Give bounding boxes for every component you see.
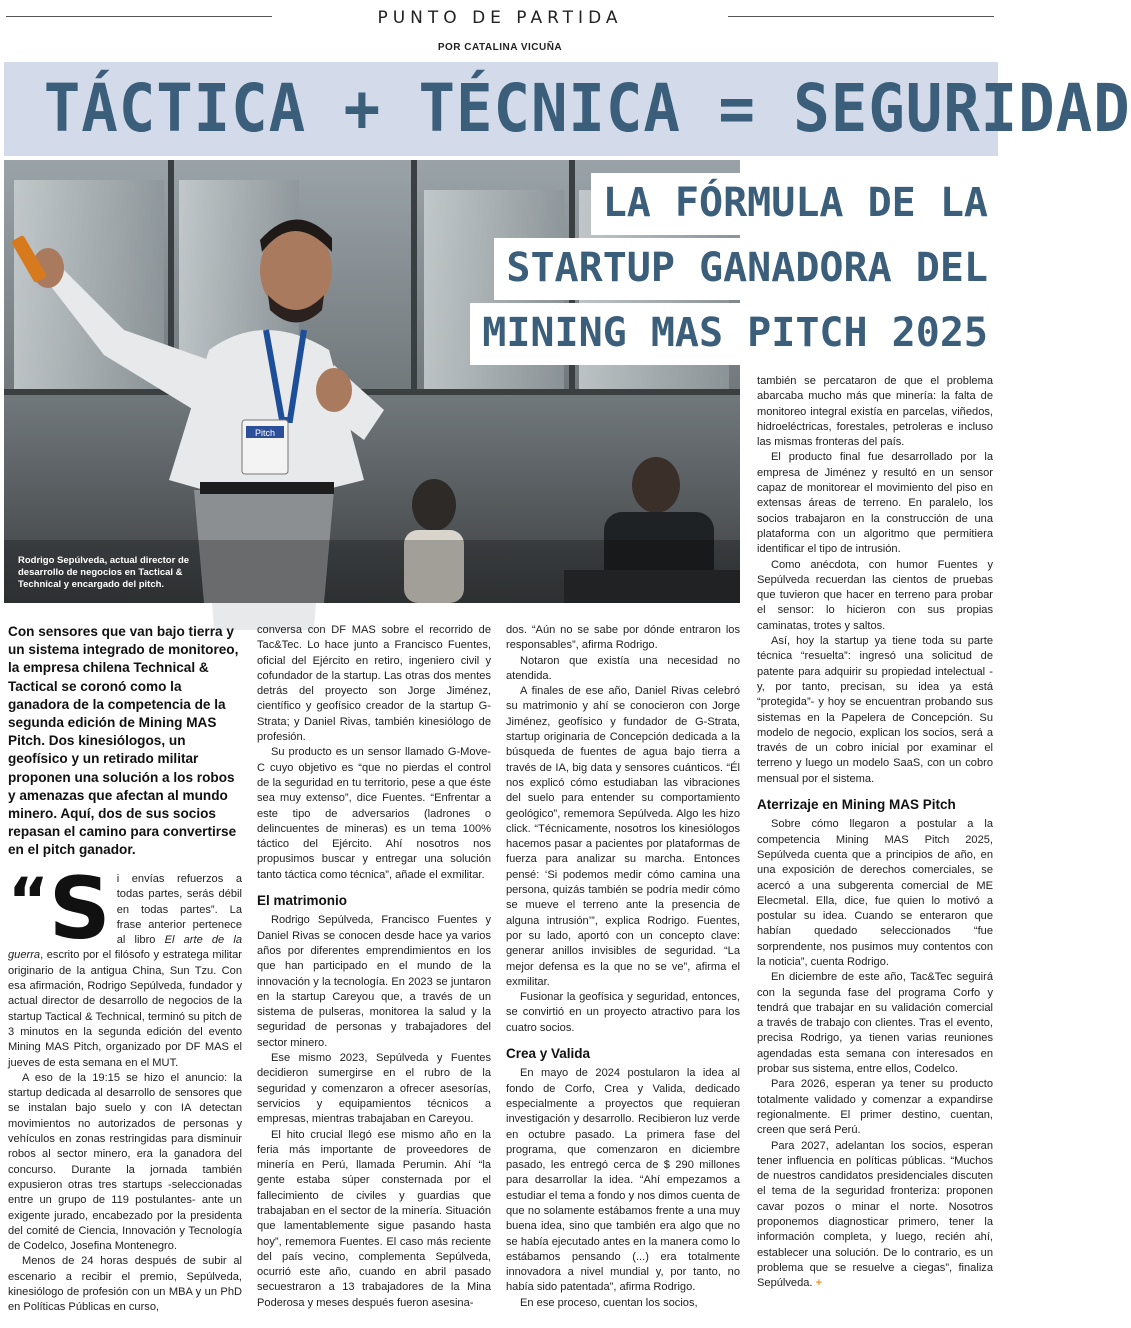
- section-heading: Crea y Valida: [506, 1046, 591, 1062]
- body-paragraph: Sobre cómo llegaron a postular a la competencia Mining MAS Pitch 2025, Sepúlveda cuenta que a principios de año, en una exposición de derechos comerciales, se acercó a una subgerenta comercial de ME Elecmetal. Ella, dice, fue quien lo motivó a postular su idea. Cuando se enteraron que habían quedado seleccionados “fue sorprendente, nos pusimos muy contentos con la noticia”, cuenta Rodrigo.: [757, 818, 993, 968]
- body-paragraph: Ese mismo 2023, Sepúlveda y Fuentes decidieron sumergirse en el rubro de la seguridad y comenzaron a ofrecer asesorías, servicios y equipamientos técnicos a empresas, mientras trabajaban en Careyou.: [257, 1052, 491, 1126]
- body-paragraph: Como anécdota, con humor Fuentes y Sepúlveda recuerdan las cientos de pruebas que tuvieron que hacer en terreno para probar el sensor: lo hicieron con sus propias caminatas, trotes y saltos.: [757, 558, 993, 632]
- lead-paragraph: Con sensores que van bajo tierra y un sistema integrado de monitoreo, la empresa chilena Technical & Tactical se coronó como la ganadora de la competencia de la segunda edición de Mining MAS Pitch. Dos kinesiólogos, un geofísico y un retirado militar proponen una solución a los robos y amenazas que afectan al mundo minero. Aquí, dos de sus socios repasan el camino para convertirse en el pitch ganador.: [8, 624, 239, 858]
- book-title: El arte de la guerra: [8, 934, 243, 962]
- column-3: [506, 623, 740, 1311]
- body-paragraph: Su producto es un sensor llamado G-Move-C cuyo objetivo es “que no pierdas el control de la seguridad en tu territorio, pese a que éste sea muy extenso”, dice Fuentes. “Enfrentar a este tipo de adversarios (ladrones o delincuentes de mineras) es un tema 100% táctico del Ejército. Ahí nosotros nos propusimos buscar y entregar una solución tanto táctica como técnica”, añade el exmilitar.: [257, 746, 491, 881]
- body-paragraph: Para 2026, esperan ya tener su producto totalmente validado y comenzar a expandirse regionalmente. El primer destino, cuentan, creen que será Perú.: [757, 1078, 993, 1137]
- body-paragraph: A finales de ese año, Daniel Rivas celebró su matrimonio y ahí se conocieron con Jorge Jiménez, geofísico y fundador de G-Strata, startup originaria de Concepción dedicada a la búsqueda de fuentes de agua bajo tierra a través de IA, big data y sensores cuánticos. “Él nos explicó cómo estudiaban las vibraciones del suelo para entender su comportamiento geológico”, rememora Sepúlveda. Algo les hizo click. “Técnicamente, nosotros los kinesiólogos hacemos pasar a pacientes por plataformas de fuerza para analizar su marcha. Entonces pensé: ‘Si podemos medir cómo camina una persona, quizás también se podría medir cómo se mueve el terreno ante la presencia de alguna intrusión’”, explica Rodrigo. Fuentes, por su lado, aportó con un concepto clave: generar anillos invisibles de seguridad. “La mejor defensa es la que no se ve”, afirma el exmilitar.: [506, 685, 740, 988]
- body-paragraph: Fusionar la geofísica y seguridad, entonces, se convirtió en un proyecto atractivo para los cuatro socios.: [506, 991, 740, 1034]
- body-paragraph: dos. “Aún no se sabe por dónde entraron los responsables”, afirma Rodrigo.: [506, 624, 740, 652]
- body-paragraph: conversa con DF MAS sobre el recorrido de Tac&Tec. Lo hace junto a Francisco Fuentes, oficial del Ejército en retiro, ingeniero civil y cofundador de la startup. Las otras dos mentes detrás del proyecto son Jorge Jiménez, científico y geofísico creador de la startup G-Strata; y Daniel Rivas, también kinesiólogo de profesión.: [257, 624, 491, 744]
- byline: POR CATALINA VICUÑA: [437, 42, 563, 53]
- subheadline-line-2: STARTUP GANADORA DEL: [494, 238, 996, 300]
- body-paragraph: Rodrigo Sepúlveda, Francisco Fuentes y Daniel Rivas se conocen desde hace ya varios años por diferentes emprendimientos en los que han participado en el mundo de la innovación y la tecnología. En 2023 se juntaron en la startup Careyou que, a través de un sistema de pulseras, monitorea la salud y la seguridad de personas y trabajadores del sector minero.: [257, 914, 491, 1049]
- subheadline-line-1: LA FÓRMULA DE LA: [591, 173, 996, 235]
- body-paragraph: Notaron que existía una necesidad no atendida.: [506, 654, 740, 682]
- body-paragraph: Menos de 24 horas después de subir al escenario a recibir el premio, Sepúlveda, kinesiólogo de profesión con un MBA y un PhD en Políticas Públicas en curso,: [8, 1255, 242, 1314]
- section-title: PUNTO DE PARTIDA: [377, 8, 623, 28]
- column-4: [757, 374, 993, 1292]
- open-quote: “: [8, 864, 49, 937]
- drop-cap: S: [48, 859, 111, 959]
- end-mark-icon: +: [815, 1277, 823, 1290]
- photo-caption: Rodrigo Sepúlveda, actual director de desarrollo de negocios en Tactical & Technical y encargado del pitch.: [18, 555, 190, 590]
- subheadline: [450, 173, 996, 368]
- badge-text: Pitch: [254, 428, 276, 438]
- section-heading: El matrimonio: [257, 893, 348, 909]
- subheadline-line-3: MINING MAS PITCH 2025: [470, 303, 996, 365]
- column-2: [257, 623, 491, 1311]
- body-paragraph: En diciembre de este año, Tac&Tec seguirá con la segunda fase del programa Corfo y tendrá que trabajar en su validación comercial a través de trabajo con clientes. Tras el evento, precisa Rodrigo, ya tienen varias reuniones agendadas esta semana con interesados en probar sus sistema, entre ellos, Codelco.: [757, 971, 993, 1076]
- body-paragraph: [757, 1139, 993, 1292]
- body-paragraph: El producto final fue desarrollado por la empresa de Jiménez y resultó en un sensor capaz de monitorear el movimiento del piso en extensas áreas de terreno. En paralelo, los socios trabajaron en la construcción de una plataforma con un algoritmo que permitiera identificar el tipo de intrusión.: [757, 451, 993, 556]
- column-1: [8, 859, 243, 1316]
- body-paragraph: A eso de la 19:15 se hizo el anuncio: la startup dedicada al desarrollo de sensores que se instalan bajo suelo y con IA detectan movimientos no autorizados de personas y vehículos en zonas restringidas para disminuir robos al sector minero, era la ganadora del concurso. Durante la jornada también expusieron otras tres startups -seleccionadas entre un grupo de 119 postulantes- ante un exigente jurado, encabezado por la presidenta del comité de Ciencia, Innovación y Tecnología de Codelco, Josefina Montenegro.: [8, 1071, 242, 1253]
- body-paragraph: también se percataron de que el problema abarcaba mucho más que minería: la falta de monitoreo integral existía en parcelas, viñedos, hidroeléctricas, forestales, petroleras e incluso las mismas fronteras del país.: [757, 375, 993, 449]
- body-paragraph: En ese proceso, cuentan los socios,: [520, 1296, 698, 1309]
- body-paragraph: El hito crucial llegó ese mismo año en la feria más importante de proveedores de minería en Perú, llamada Perumin. Ahí “la gente estaba súper consternada por el fallecimiento de civiles y guardias que trabajaban en el sector de la minería. Situación que lamentablemente sigue pasando hasta hoy”, rememora Fuentes. El caso más reciente del país vecino, complementa Sepúlveda, ocurrió este año, cuando en abril pasado secuestraron a 13 trabajadores de la Mina Poderosa y meses después fueron asesina-: [257, 1128, 491, 1309]
- intro-text-a: i envías refuerzos a todas partes, serás débil en todas partes”. La frase anterior pertenece al libro: [116, 873, 242, 947]
- headline: TÁCTICA + TÉCNICA = SEGURIDAD: [43, 70, 1131, 147]
- section-heading: Aterrizaje en Mining MAS Pitch: [757, 797, 956, 813]
- body-paragraph: En mayo de 2024 postularon la idea al fondo de Corfo, Crea y Valida, dedicado especialmente a proyectos que requieran investigación y desarrollo. Recibieron luz verde en octubre pasado. La primera fase del programa, que comenzaron en diciembre pasado, les entregó cerca de $ 290 millones para desarrollar la idea. “Ahí empezamos a estudiar el tema a fondo y nos dimos cuenta de que no solamente estábamos frente a una muy buena idea, sino que también era algo que no se había ejecutado antes en la manera como lo estábamos pensando (...) era totalmente innovadora a nivel mundial y, por tanto, no había sido patentada”, afirma Rodrigo.: [506, 1067, 740, 1294]
- body-paragraph: Así, hoy la startup ya tiene toda su parte técnica “resuelta”: ingresó una solicitud de patente para adquirir su propiedad intelectual -y, por tanto, precisan, su idea ya está “protegida”- y hoy se encuentran probando sus sistemas en la Papelera de Concepción. Su modelo de negocio, explican los socios, será a través de un cobro inicial por examinar el terreno y luego un modelo SaaS, con un cobro mensual por el sistema.: [757, 635, 993, 785]
- intro-text-b: , escrito por el filósofo y estratega militar originario de la antigua China, Sun Tzu. Con esa afirmación, Rodrigo Sepúlveda, fundador y actual director de desarrollo de negocios de la startup Tactical & Technical, terminó su pitch de 3 minutos en la segunda edición del evento Mining MAS Pitch, organizado por DF MAS el jueves de esta semana en el MUT.: [8, 949, 242, 1069]
- opening-paragraph: [8, 859, 243, 1071]
- closing-text: Para 2027, adelantan los socios, esperan tener influencia en políticas públicas. “Muchos de nuestros candidatos presidenciales discuten el tema de la seguridad fronteriza: proponen cavar pozos o minar el norte. Nosotros proponemos diagnosticar primero, tener la información completa, y luego, recién ahí, establecer una solución. De lo contrario, es un problema que se resuelve a ciegas”, finaliza Sepúlveda.: [757, 1139, 993, 1290]
